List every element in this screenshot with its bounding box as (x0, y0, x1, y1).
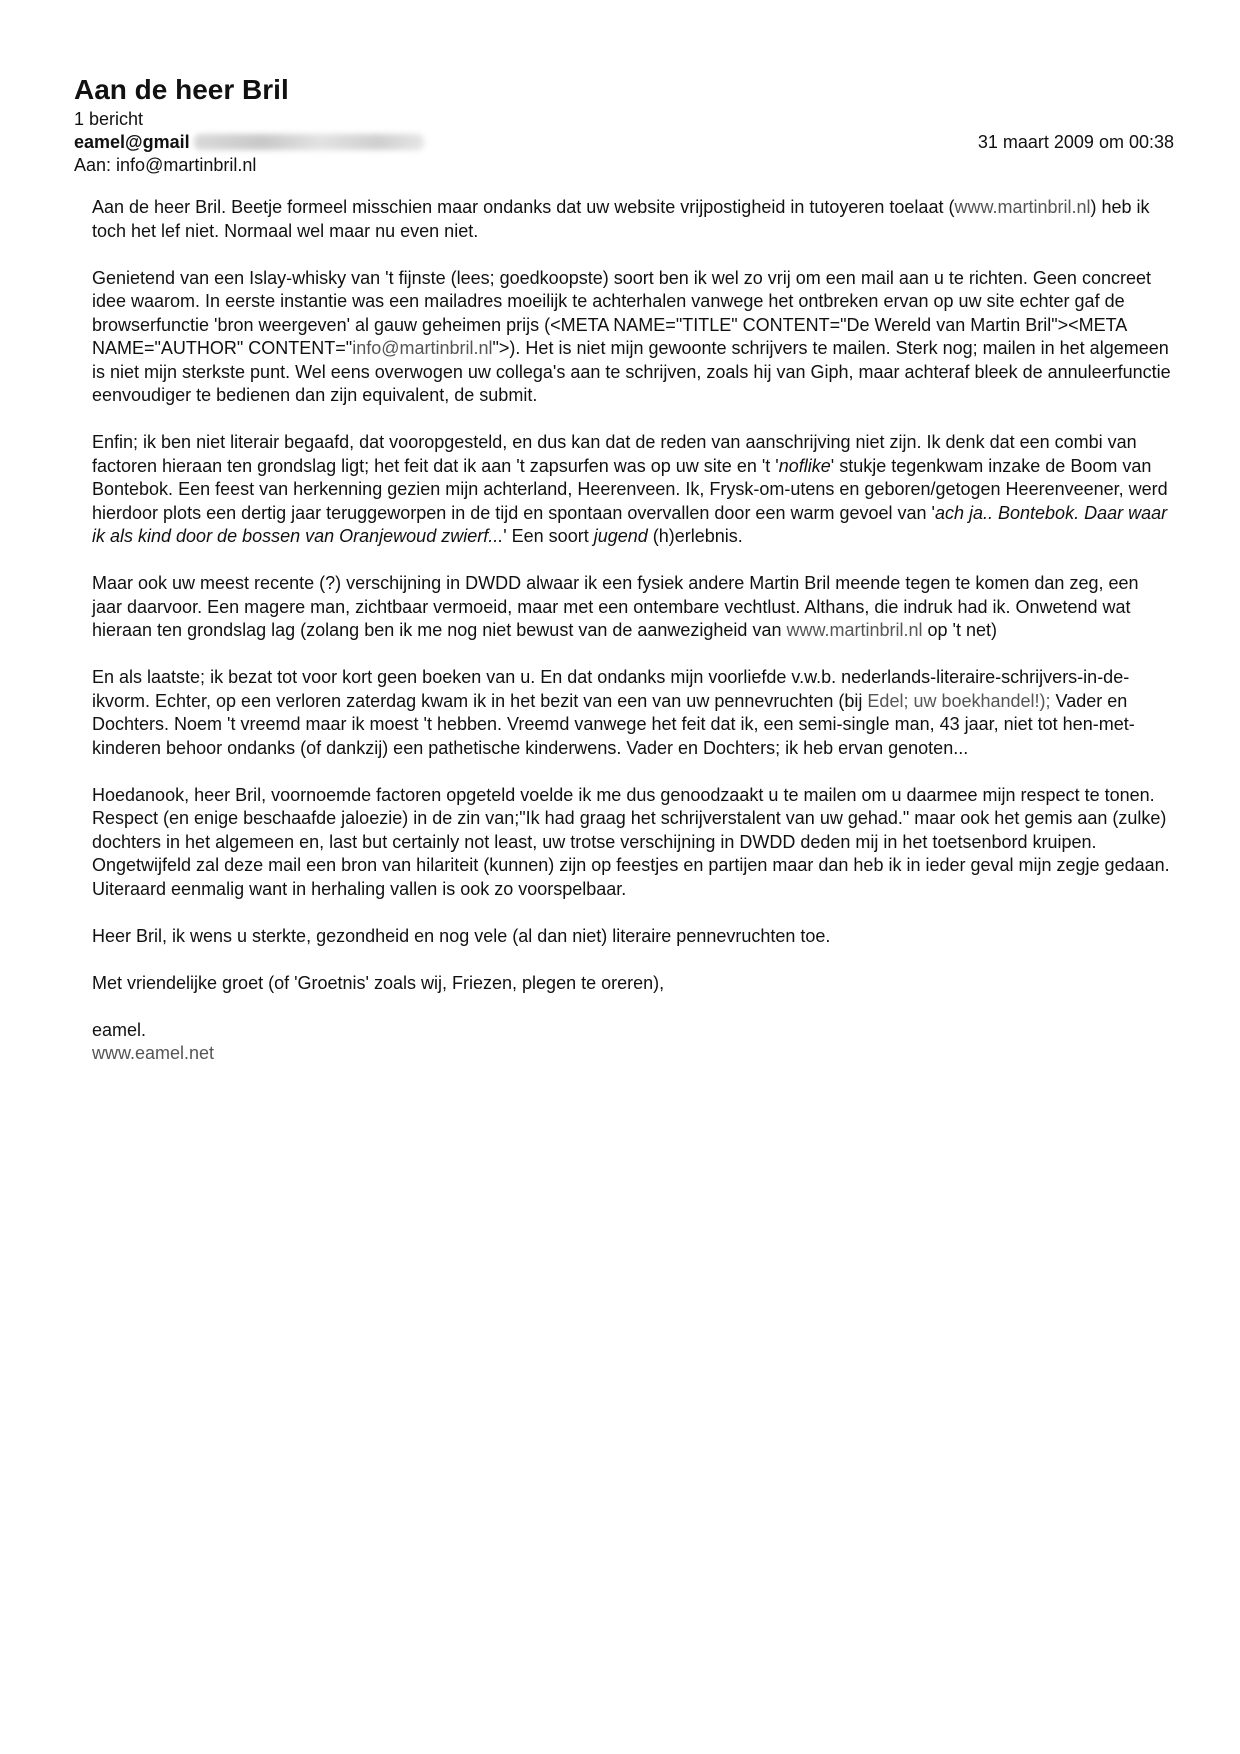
text: Aan de heer Bril. Beetje formeel misschien maar ondanks dat uw website vrijpostigheid in tutoyeren toelaat ( (92, 197, 955, 217)
signature-name: eamel. (92, 1019, 147, 1040)
email-body (92, 196, 1172, 1066)
bookstore-link[interactable]: Edel; uw boekhandel!); (867, 690, 1051, 711)
paragraph-7: Heer Bril, ik wens u sterkte, gezondheid en nog vele (al dan niet) literaire pennevruchten toe. (92, 925, 831, 946)
sender-row (74, 131, 1174, 154)
recipient-address: info@martinbril.nl (116, 155, 257, 175)
text: Vader en Dochters. Noem 't vreemd maar ik moest 't hebben. Vreemd vanwege het feit dat ik, een semi-single man, 43 jaar, niet tot hen-met-kinderen behoor ondanks (of dankzij) een pathetische kinderwens. Vader en Dochters; ik heb ervan genoten... (92, 690, 1135, 758)
website-link[interactable]: www.martinbril.nl (954, 197, 1091, 217)
text: Enfin; ik ben niet literair begaafd, dat vooropgesteld, en dus kan dat de reden van aanschrijving niet zijn. Ik denk dat een combi van factoren hieraan ten grondslag ligt; het feit dat ik aan 't zapsurfen was op uw site en 't ' (92, 432, 1137, 476)
sent-date: 31 maart 2009 om 00:38 (977, 132, 1174, 152)
text: ' Een soort (503, 526, 594, 546)
paragraph-8: Met vriendelijke groet (of 'Groetnis' zoals wij, Friezen, plegen te oreren), (92, 972, 665, 993)
recipient-label: Aan: (74, 155, 112, 175)
message-count: 1 bericht (74, 109, 144, 129)
recipient-row (74, 154, 1174, 177)
paragraph-1 (92, 196, 1172, 243)
paragraph-4 (92, 572, 1172, 643)
text: ) heb ik toch het lef niet. Normaal wel maar nu even niet. (92, 197, 1150, 241)
italic-text: ach ja.. Bontebok. Daar waar ik als kind door de bossen van Oranjewoud zwierf... (92, 502, 1168, 546)
italic-text: noflike (778, 455, 831, 476)
email-link[interactable]: info@martinbril.nl (352, 338, 493, 358)
text: Maar ook uw meest recente (?) verschijning in DWDD alwaar ik een fysiek andere Martin Bril meende tegen te komen dan zeg, een jaar daarvoor. Een magere man, zichtbaar vermoeid, maar met een ontembare vechtlust. Althans, die indruk had ik. Onwetend wat hieraan ten grondslag lag (zolang ben ik me nog niet bewust van de aanwezigheid van (92, 573, 1139, 640)
paragraph-5 (92, 666, 1172, 760)
text: En als laatste; ik bezat tot voor kort geen boeken van u. En dat ondanks mijn voorliefde v.w.b. nederlands-literaire-schrijvers-in-de-ikvorm. Echter, op een verloren zaterdag kwam ik in het bezit van een van uw pennevruchten (bij (92, 667, 1130, 711)
redacted-address (194, 134, 424, 150)
signature-link[interactable]: www.eamel.net (92, 1043, 215, 1063)
italic-text: jugend (593, 526, 648, 546)
website-link[interactable]: www.martinbril.nl (786, 620, 923, 640)
text: op 't net) (922, 620, 997, 640)
text: Genietend van een Islay-whisky van 't fijnste (lees; goedkoopste) soort ben ik wel zo vrij om een mail aan u te richten. Geen concreet idee waarom. In eerste instantie was een mailadres moeilijk te achterhalen vanwege het ontbreken ervan op uw site echter gaf de browserfunctie 'bron weergeven' al gauw geheimen prijs (<META NAME="TITLE" CONTENT="De Wereld van Martin Bril"><META NAME="AUTHOR" CONTENT=" (92, 267, 1151, 358)
email-subject: Aan de heer Bril (74, 74, 289, 105)
text: ">). Het is niet mijn gewoonte schrijvers te mailen. Sterk nog; mailen in het algemeen is niet mijn sterkste punt. Wel eens overwogen uw collega's aan te schrijven, zoals hij van Giph, maar achteraf bleek de annuleerfunctie eenvoudiger te bedienen dan zijn equivalent, de submit. (92, 338, 1171, 405)
email-header (74, 72, 1174, 177)
text: ' stukje tegenkwam inzake de Boom van Bontebok. Een feest van herkenning gezien mijn achterland, Heerenveen. Ik, Frysk-om-utens en geboren/getogen Heerenveener, werd hierdoor plots een dertig jaar teruggeworpen in de tijd en spontaan overvallen door een warm gevoel van ' (92, 455, 1168, 523)
paragraph-6: Hoedanook, heer Bril, voornoemde factoren opgeteld voelde ik me dus genoodzaakt u te mailen om u daarmee mijn respect te tonen. Respect (en enige beschaafde jaloezie) in de zin van;"Ik had graag het schrijverstalent van uw gehad." maar ook het gemis aan (zulke) dochters in het algemeen en, last but certainly not least, uw trotse verschijning in DWDD deden mij in het toetsenbord kruipen. Ongetwijfeld zal deze mail een bron van hilariteit (kunnen) zijn op feestjes en partijen maar dan heb ik in ieder geval mijn zegje gedaan. Uiteraard eenmalig want in herhaling vallen is ook zo voorspelbaar. (92, 784, 1170, 899)
text: (h)erlebnis. (647, 526, 743, 546)
paragraph-2 (92, 267, 1172, 408)
paragraph-3 (92, 431, 1172, 549)
signature (92, 1019, 1172, 1066)
sender-address: eamel@gmail (74, 132, 190, 152)
